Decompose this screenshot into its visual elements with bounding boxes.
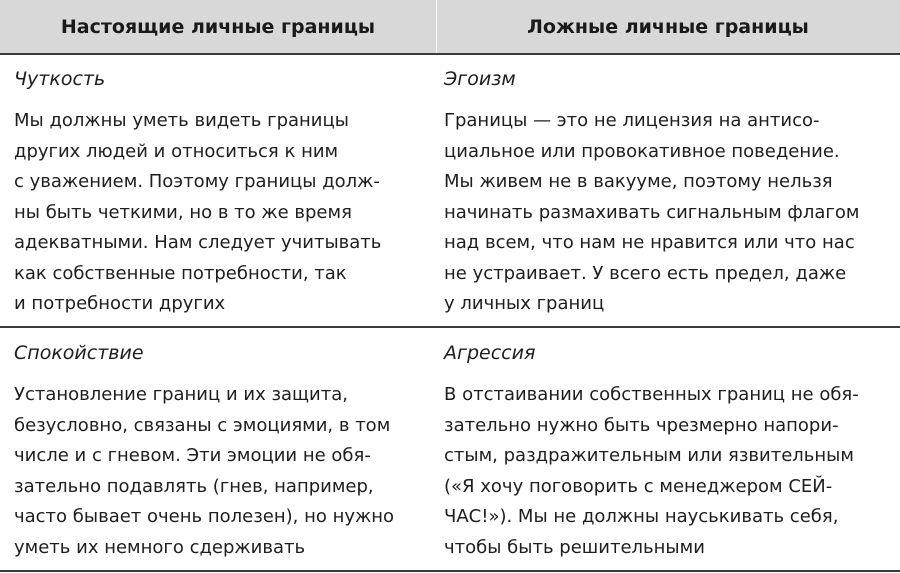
- cell-title: Эгоизм: [444, 68, 516, 90]
- cell-line: зательно подавлять (гнев, например,: [14, 475, 374, 497]
- cell-title: Агрессия: [444, 342, 536, 364]
- cell-line: зательно нужно быть чрезмерно напори-: [444, 414, 839, 436]
- table-header: [0, 0, 900, 54]
- row-divider: [0, 326, 900, 328]
- cell-line: над всем, что нам не нравится или что нас: [444, 232, 855, 253]
- cell-line: циальное или провокативное поведение.: [444, 140, 840, 162]
- cell-line: стым, раздражительным или язвительным: [444, 445, 854, 466]
- cell-title: Спокойствие: [14, 342, 144, 364]
- cell-line: ны быть четкими, но в то же время: [14, 201, 352, 223]
- cell-line: с уважением. Поэтому границы долж-: [14, 171, 380, 192]
- cell-line: как собственные потребности, так: [14, 262, 347, 284]
- cell-line: Мы живем не в вакууме, поэтому нельзя: [444, 171, 833, 192]
- cell-line: уметь их немного сдерживать: [14, 536, 306, 558]
- table-cell: [444, 66, 864, 320]
- table-bottom-rule: [0, 570, 900, 572]
- cell-body: [14, 106, 434, 320]
- cell-body: [14, 380, 434, 563]
- cell-line: чтобы быть решительными: [444, 536, 705, 558]
- cell-line: числе и с гневом. Эти эмоции не обя-: [14, 445, 371, 466]
- cell-line: безусловно, связаны с эмоциями, в том: [14, 414, 391, 436]
- cell-line: В отстаивании собственных границ не обя-: [444, 384, 859, 405]
- cell-line: ЧАС!»). Мы не должны науськивать себя,: [444, 506, 839, 527]
- table-cell: [14, 66, 434, 320]
- table-cell: [444, 340, 864, 563]
- header-true-boundaries: Настоящие личные границы: [60, 16, 376, 38]
- cell-line: и потребности других: [14, 293, 226, 314]
- cell-line: начинать размахивать сигнальным флагом: [444, 201, 860, 223]
- cell-line: Границы — это не лицензия на антисо-: [444, 110, 820, 131]
- cell-line: не устраивает. У всего есть предел, даже: [444, 262, 847, 284]
- header-rule: [0, 53, 900, 55]
- cell-body: [444, 380, 864, 563]
- cell-line: («Я хочу поговорить с менеджером СЕЙ-: [444, 475, 833, 497]
- cell-line: Установление границ и их защита,: [14, 384, 348, 405]
- cell-line: Мы должны уметь видеть границы: [14, 110, 349, 131]
- header-false-boundaries: Ложные личные границы: [527, 16, 809, 38]
- cell-line: других людей и относиться к ним: [14, 140, 339, 162]
- cell-body: [444, 106, 864, 320]
- cell-title: Чуткость: [14, 68, 106, 90]
- cell-line: адекватными. Нам следует учитывать: [14, 232, 382, 253]
- table-cell: [14, 340, 434, 563]
- cell-line: часто бывает очень полезен), но нужно: [14, 506, 394, 527]
- cell-line: у личных границ: [444, 293, 605, 314]
